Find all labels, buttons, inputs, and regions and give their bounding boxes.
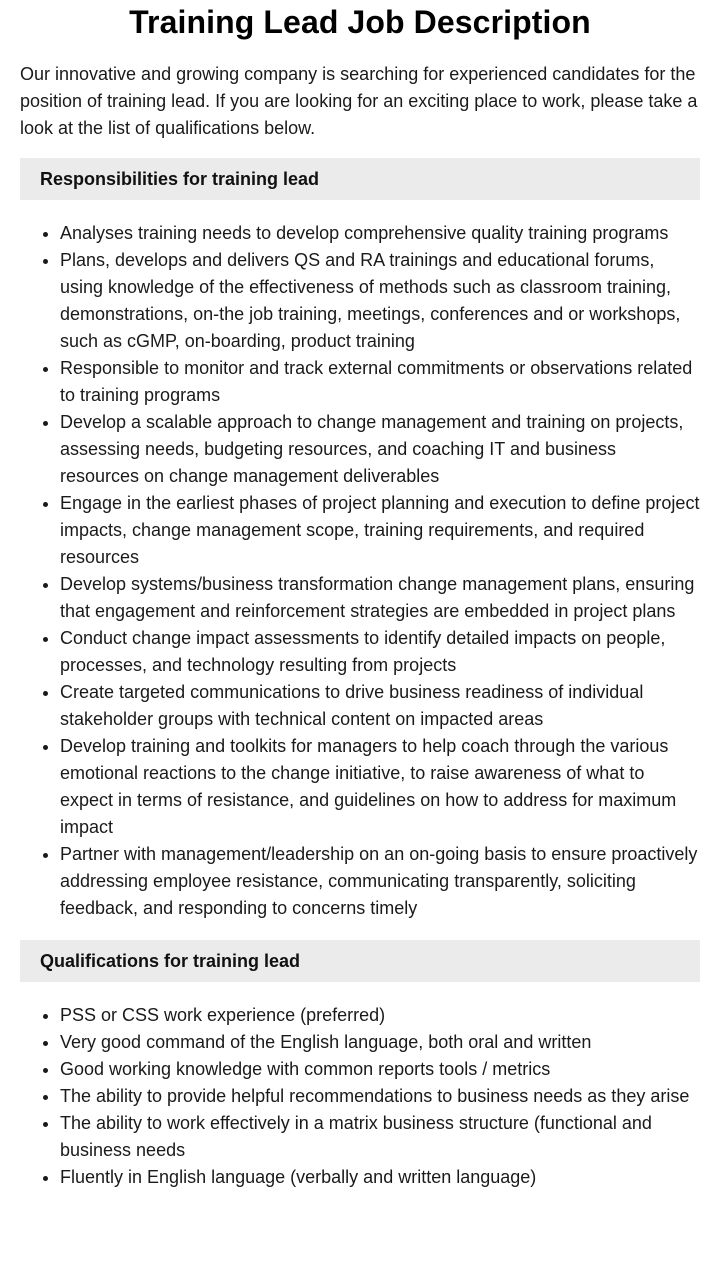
list-item: • The ability to provide helpful recommendations to business needs as they arise [60, 1083, 700, 1110]
qualifications-heading: Qualifications for training lead [20, 940, 700, 982]
list-item: • Conduct change impact assessments to identify detailed impacts on people, processes, and technology resulting from projects [60, 625, 700, 679]
responsibilities-list [20, 220, 700, 922]
list-item: • Plans, develops and delivers QS and RA trainings and educational forums, using knowledge of the effectiveness of methods such as classroom training, demonstrations, on-the job training, meetings, conferences and or workshops, such as cGMP, on-boarding, product training [60, 247, 700, 355]
list-item: • PSS or CSS work experience (preferred) [60, 1002, 700, 1029]
list-item: • Develop training and toolkits for managers to help coach through the various emotional reactions to the change initiative, to raise awareness of what to expect in terms of resistance, and guidelines on how to address for maximum impact [60, 733, 700, 841]
list-item: • Fluently in English language (verbally and written language) [60, 1164, 700, 1191]
list-item: • The ability to work effectively in a matrix business structure (functional and business needs [60, 1110, 700, 1164]
list-item: • Partner with management/leadership on an on-going basis to ensure proactively addressing employee resistance, communicating transparently, soliciting feedback, and responding to concerns timely [60, 841, 700, 922]
list-item: • Good working knowledge with common reports tools / metrics [60, 1056, 700, 1083]
list-item: • Develop systems/business transformation change management plans, ensuring that engagement and reinforcement strategies are embedded in project plans [60, 571, 700, 625]
list-item: • Very good command of the English language, both oral and written [60, 1029, 700, 1056]
list-item: • Create targeted communications to drive business readiness of individual stakeholder groups with technical content on impacted areas [60, 679, 700, 733]
list-item: • Engage in the earliest phases of project planning and execution to define project impacts, change management scope, training requirements, and required resources [60, 490, 700, 571]
list-item: • Responsible to monitor and track external commitments or observations related to training programs [60, 355, 700, 409]
responsibilities-heading: Responsibilities for training lead [20, 158, 700, 200]
qualifications-list [20, 1002, 700, 1191]
list-item: • Develop a scalable approach to change management and training on projects, assessing needs, budgeting resources, and coaching IT and business resources on change management deliverables [60, 409, 700, 490]
intro-paragraph: Our innovative and growing company is searching for experienced candidates for the position of training lead. If you are looking for an exciting place to work, please take a look at the list of qualifications below. [20, 64, 698, 138]
list-item: • Analyses training needs to develop comprehensive quality training programs [60, 220, 700, 247]
page-title: Training Lead Job Description [129, 4, 591, 40]
